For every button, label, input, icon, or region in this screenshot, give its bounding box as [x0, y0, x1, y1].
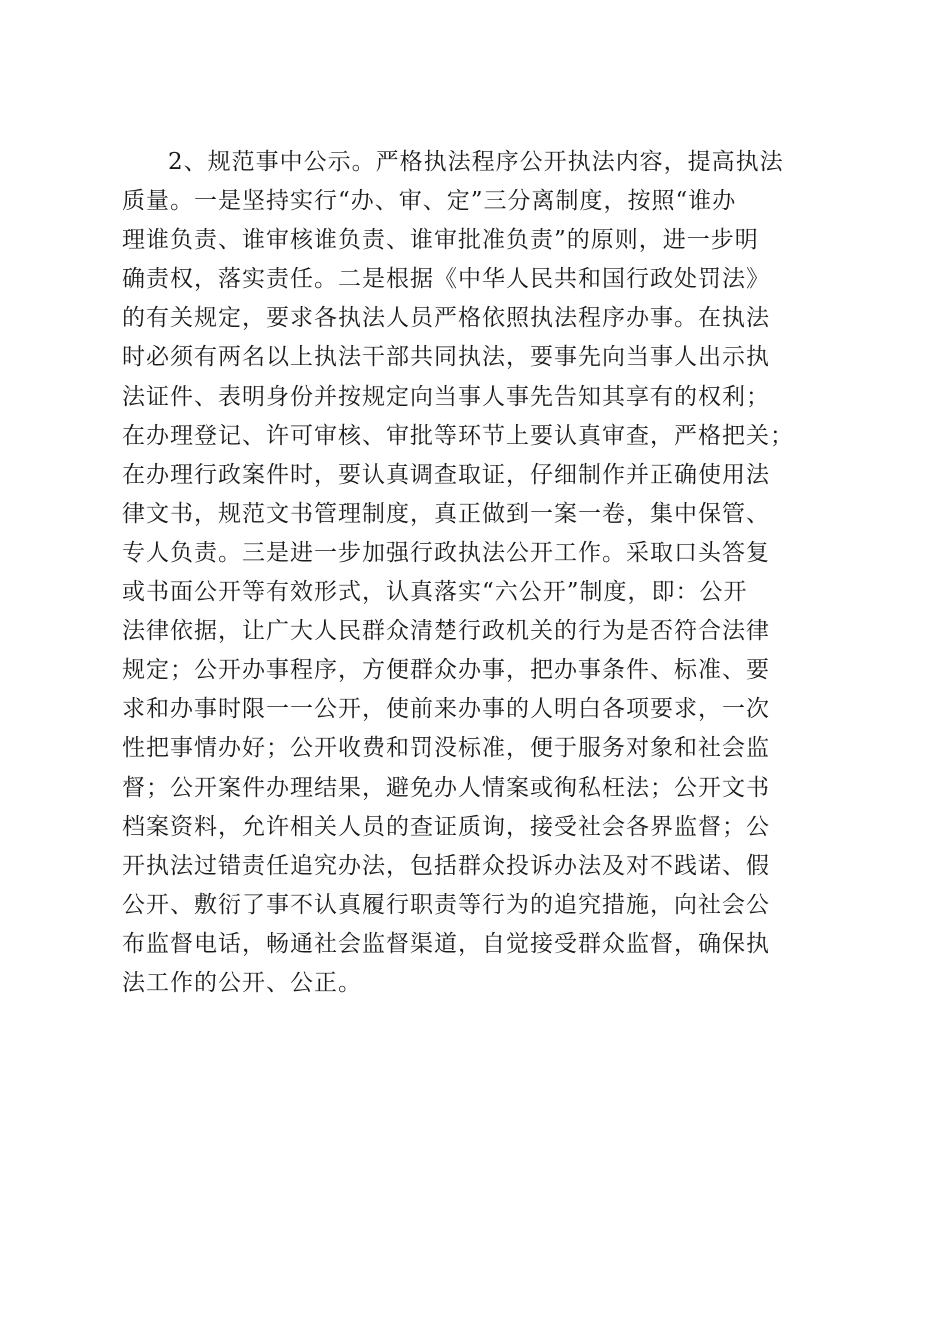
paragraph-line: 法律依据，让广大人民群众清楚行政机关的行为是否符合法律: [122, 618, 770, 645]
paragraph-line: 律文书，规范文书管理制度，真正做到一案一卷，集中保管、: [122, 500, 770, 527]
paragraph-line: 或书面公开等有效形式，认真落实“六公开”制度，即：公开: [122, 579, 748, 606]
paragraph-line: 法证件、表明身份并按规定向当事人事先告知其享有的权利；: [122, 383, 770, 410]
paragraph-line: 规定；公开办事程序，方便群众办事，把办事条件、标准、要: [122, 657, 770, 684]
paragraph-line: 时必须有两名以上执法干部共同执法，要事先向当事人出示执: [122, 344, 770, 371]
paragraph-line: 的有关规定，要求各执法人员严格依照执法程序办事。在执法: [122, 305, 770, 332]
paragraph-line: 在办理行政案件时，要认真调查取证，仔细制作并正确使用法: [122, 461, 770, 488]
paragraph-line: 布监督电话，畅通社会监督渠道，自觉接受群众监督，确保执: [122, 930, 770, 957]
paragraph-line: 质量。一是坚持实行“办、审、定”三分离制度，按照“谁办: [122, 188, 737, 215]
paragraph-line: 理谁负责、谁审核谁负责、谁审批准负责”的原则，进一步明: [122, 227, 759, 254]
paragraph-line: 2、规范事中公示。严格执法程序公开执法内容，提高执法: [168, 149, 784, 175]
paragraph-line: 性把事情办好；公开收费和罚没标准，便于服务对象和社会监: [122, 735, 770, 762]
paragraph-line: 求和办事时限一一公开，使前来办事的人明白各项要求，一次: [122, 696, 770, 723]
paragraph-line: 在办理登记、许可审核、审批等环节上要认真审查，严格把关；: [122, 422, 794, 449]
paragraph-line: 督；公开案件办理结果，避免办人情案或徇私枉法；公开文书: [122, 774, 770, 801]
paragraph-line: 档案资料，允许相关人员的查证质询，接受社会各界监督；公: [122, 813, 770, 840]
paragraph-line: 专人负责。三是进一步加强行政执法公开工作。采取口头答复: [122, 539, 770, 566]
paragraph-line: 公开、敷衍了事不认真履行职责等行为的追究措施，向社会公: [122, 891, 770, 918]
paragraph-line: 开执法过错责任追究办法，包括群众投诉办法及对不践诺、假: [122, 852, 770, 879]
paragraph-regulate-interim-disclosure: [122, 143, 842, 1003]
paragraph-line: 法工作的公开、公正。: [122, 969, 362, 996]
paragraph-line: 确责权，落实责任。二是根据《中华人民共和国行政处罚法》: [122, 266, 770, 293]
